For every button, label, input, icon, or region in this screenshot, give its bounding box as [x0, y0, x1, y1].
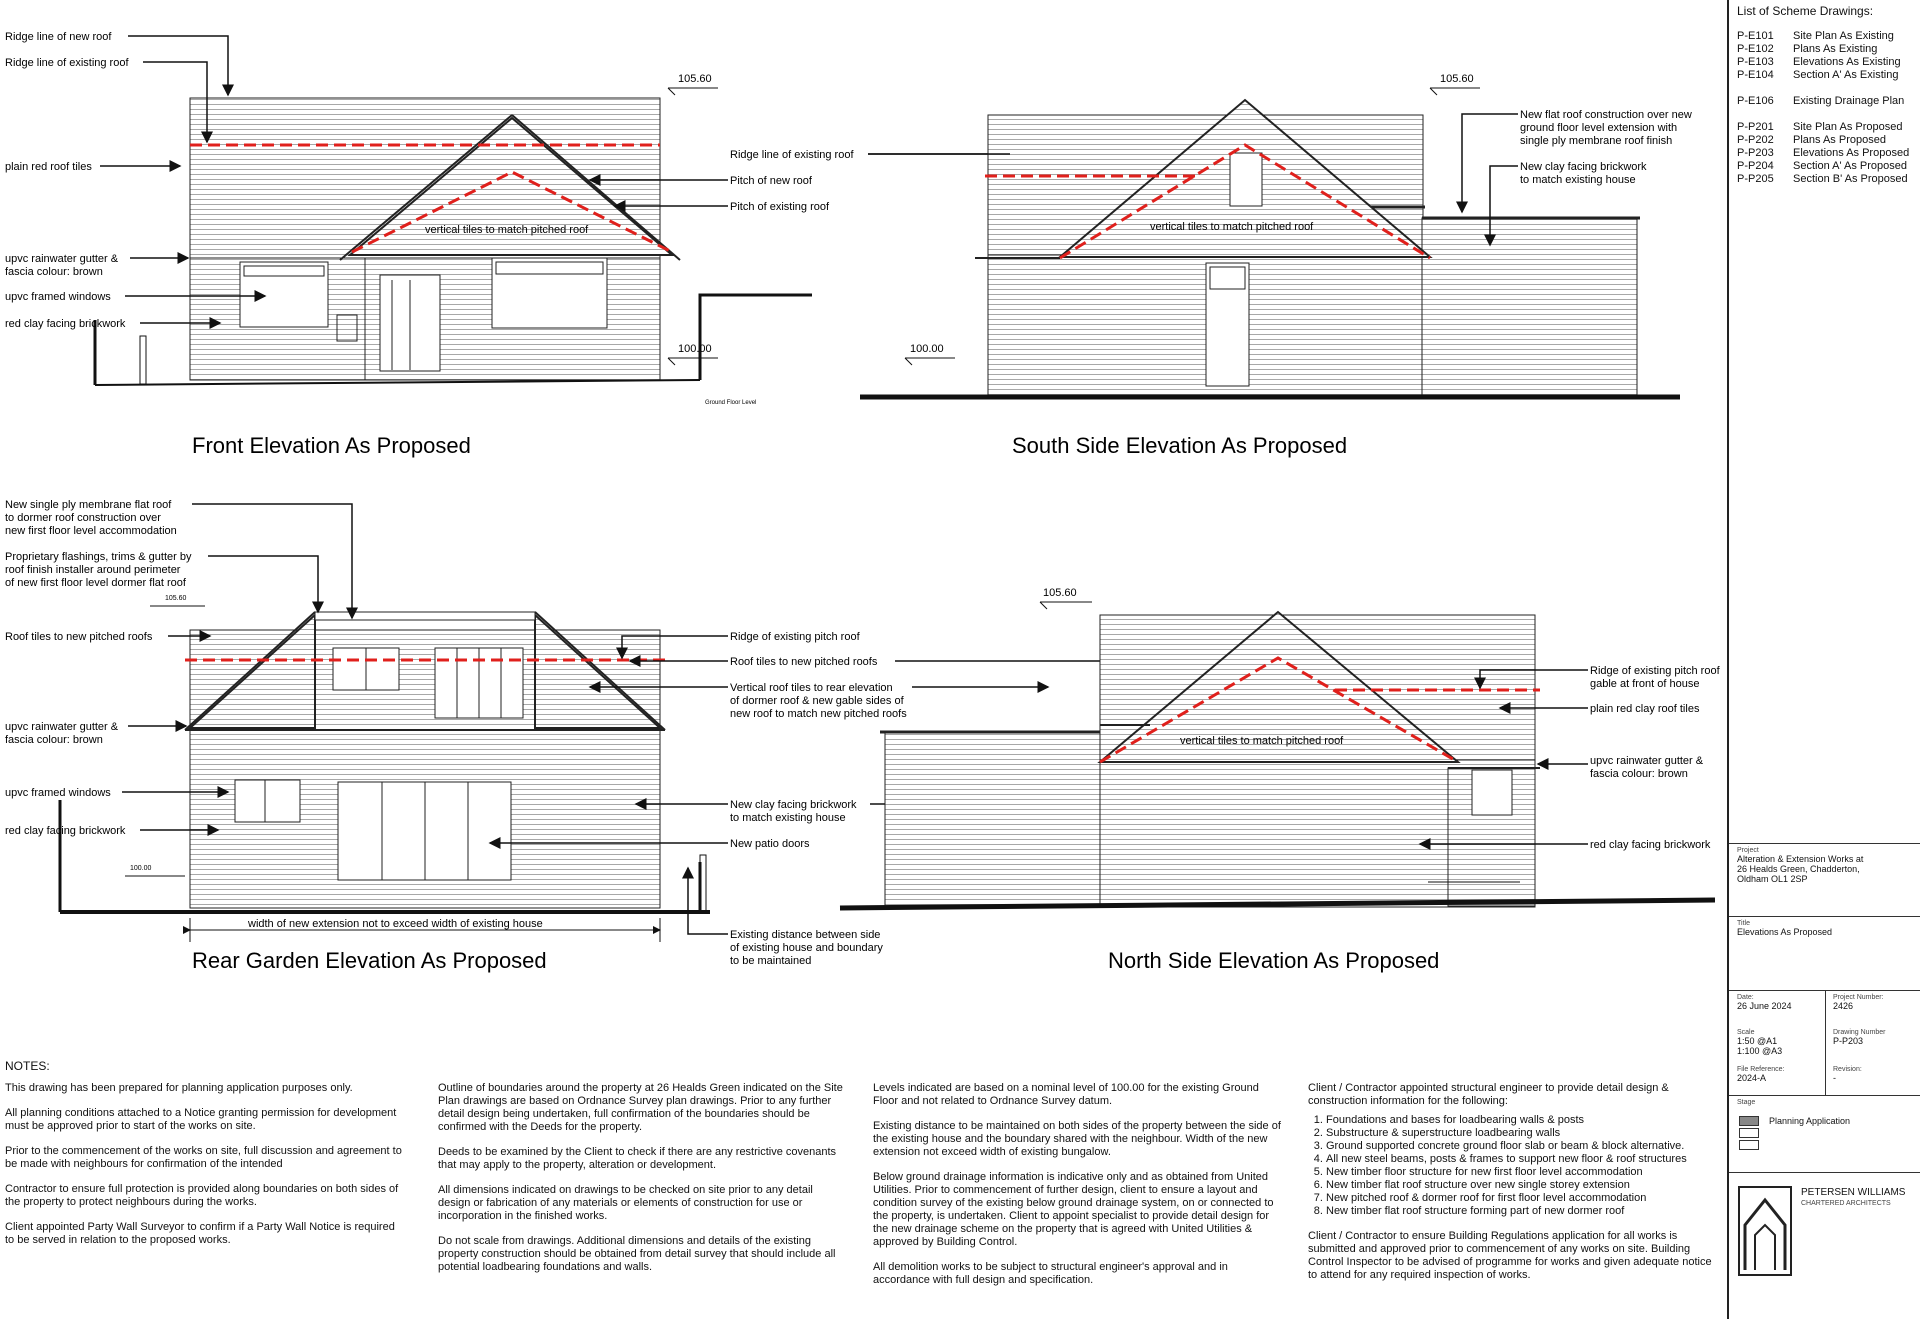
schedule-row — [1737, 147, 1920, 160]
north-note-4: fascia colour: brown — [1590, 768, 1688, 780]
title-box — [1729, 916, 1920, 991]
rear-level-top: 105.60 — [165, 595, 187, 602]
rear-mnote-8: Existing distance between side — [730, 929, 881, 941]
south-level-bottom: 100.00 — [910, 343, 944, 355]
title-block-sidebar — [1727, 0, 1920, 1319]
drawing-number-value: P-P203 — [1833, 1036, 1864, 1046]
rear-lnote-10: red clay facing brickwork — [5, 825, 126, 837]
note-text: Deeds to be examined by the Client to check if there are any restrictive covenants that may apply to the property, alteration or development. — [438, 1146, 837, 1171]
schedule-row — [1737, 30, 1920, 43]
front-rnote-2: Pitch of existing roof — [730, 201, 830, 213]
info-grid — [1729, 990, 1920, 1096]
rear-lnote-0: New single ply membrane flat roof — [5, 499, 172, 511]
schedule-row — [1737, 173, 1920, 186]
rear-mnote-5: New clay facing brickwork — [730, 799, 857, 811]
scale-value: 1:100 @A3 — [1737, 1046, 1783, 1056]
rear-mnote-3: of dormer roof & new gable sides of — [730, 695, 904, 707]
drawing-code: P-E101 — [1737, 30, 1774, 42]
list-item: 5. New timber floor structure for new first floor level accommodation — [1326, 1166, 1718, 1179]
rear-mnote-4: new roof to match new pitched roofs — [730, 708, 907, 720]
project-box — [1729, 843, 1920, 914]
schedule-row — [1737, 134, 1920, 147]
list-item: 8. New timber flat roof structure forming part of new dormer roof — [1326, 1205, 1718, 1218]
list-item: 3. Ground supported concrete ground floor slab or beam & block alternative. — [1326, 1140, 1718, 1153]
north-level-top: 105.60 — [1043, 587, 1077, 599]
rear-lnote-6: Roof tiles to new pitched roofs — [5, 631, 153, 643]
drawing-number-cell — [1833, 1029, 1886, 1046]
firm-box — [1729, 1172, 1920, 1320]
stage-value: Planning Application — [1769, 1116, 1851, 1126]
note-text: All dimensions indicated on drawings to be checked on site prior to any detail design or fabrication of any materials or elements of construction for use or incorporation in the finished works. — [438, 1184, 813, 1222]
schedule-row — [1737, 160, 1920, 173]
drawing-code: P-E106 — [1737, 95, 1774, 107]
list-item: 6. New timber flat roof structure over new single storey extension — [1326, 1179, 1718, 1192]
stage-key-empty — [1739, 1140, 1759, 1150]
project-line: Alteration & Extension Works at — [1737, 854, 1864, 864]
drawing-code: P-P201 — [1737, 121, 1774, 133]
rear-lnote-7: upvc rainwater gutter & — [5, 721, 119, 733]
schedule-row — [1737, 121, 1920, 134]
south-inner-label: vertical tiles to match pitched roof — [1150, 221, 1314, 233]
drawing-name: Elevations As Existing — [1793, 56, 1901, 68]
north-note-5: red clay facing brickwork — [1590, 839, 1711, 851]
notes-col-3 — [873, 1082, 1283, 1299]
north-note-2: plain red clay roof tiles — [1590, 703, 1700, 715]
note-text: Existing distance to be maintained on both sides of the property between the side of the existing house and the boundary shared with the neighbour. Width of the new extension not exceed width of existing bungalow. — [873, 1120, 1281, 1158]
revision-value: - — [1833, 1073, 1836, 1083]
front-note-2: plain red roof tiles — [5, 161, 92, 173]
note-text: Contractor to ensure full protection is provided along boundaries on both sides of the property to protect neighbours during the works. — [5, 1183, 399, 1208]
stage-key-filled — [1739, 1116, 1759, 1126]
note-text: Levels indicated are based on a nominal level of 100.00 for the existing Ground Floor and not related to Ordnance Survey datum. — [873, 1082, 1259, 1107]
rear-lnote-9: upvc framed windows — [5, 787, 111, 799]
scale-label: Scale — [1737, 1029, 1755, 1036]
front-inner-label: vertical tiles to match pitched roof — [425, 224, 589, 236]
file-ref-value: 2024-A — [1737, 1073, 1767, 1083]
drawing-name: Plans As Existing — [1793, 43, 1878, 55]
project-number-value: 2426 — [1833, 1001, 1854, 1011]
firm-name: PETERSEN WILLIAMS — [1801, 1187, 1906, 1198]
note-text: Prior to the commencement of the works on site, full discussion and agreement to be made with neighbours for confirmation of the intended — [5, 1145, 402, 1170]
south-note-1: ground floor level extension with — [1520, 122, 1678, 134]
front-note-1: Ridge line of existing roof — [5, 57, 129, 69]
note-text: All demolition works to be subject to structural engineer's approval and in accordance with full design and specification. — [873, 1261, 1228, 1286]
note-text: This drawing has been prepared for planning application purposes only. — [5, 1082, 353, 1094]
stage-key-empty — [1739, 1128, 1759, 1138]
scale-value: 1:50 @A1 — [1737, 1036, 1778, 1046]
firm-logo-icon — [1737, 1185, 1793, 1277]
rear-mnote-2: Vertical roof tiles to rear elevation — [730, 682, 893, 694]
project-number-cell — [1833, 994, 1884, 1011]
drawing-name: Section A' As Proposed — [1793, 160, 1908, 172]
date-label: Date: — [1737, 994, 1754, 1001]
stage-box — [1729, 1095, 1920, 1171]
drawing-code: P-E102 — [1737, 43, 1774, 55]
drawing-name: Site Plan As Existing — [1793, 30, 1894, 42]
rear-lnote-2: new first floor level accommodation — [5, 525, 177, 537]
firm-subtitle: CHARTERED ARCHITECTS — [1801, 1200, 1891, 1207]
schedule-row — [1737, 56, 1920, 69]
rear-title: Rear Garden Elevation As Proposed — [192, 948, 547, 973]
notes-heading: NOTES: — [5, 1059, 50, 1073]
project-line: 26 Healds Green, Chadderton, — [1737, 864, 1860, 874]
note-text: Client / Contractor to ensure Building Regulations application for all works is submitted and approved prior to commencement of any works on site. Building Control Inspector to be advised of programme for works and given adequate notice to attend for any required inspection of works. — [1308, 1230, 1712, 1281]
list-item: 1. Foundations and bases for loadbearing walls & posts — [1326, 1114, 1718, 1127]
schedule-row — [1737, 69, 1920, 82]
front-note-5: upvc framed windows — [5, 291, 111, 303]
stage-label: Stage — [1737, 1099, 1756, 1106]
note-text: Client appointed Party Wall Surveyor to confirm if a Party Wall Notice is required to be served in relation to the proposed works. — [5, 1221, 395, 1246]
drawing-name: Site Plan As Proposed — [1793, 121, 1903, 133]
rear-mnote-0: Ridge of existing pitch roof — [730, 631, 860, 643]
notes-col-1 — [5, 1082, 405, 1259]
south-note-3: New clay facing brickwork — [1520, 161, 1647, 173]
front-rnote-1: Pitch of new roof — [730, 175, 812, 187]
note-text: Below ground drainage information is indicative only and as obtained from United Utilities. Prior to commencement of further design, client to ensure a layout and condition survey of the existing below ground drainage system, on or connected to the property, is undertaken. Client to appoint specialist to provide detail design for the new drainage scheme on the property that is agreed with United Utilities & approved by Building Control. — [873, 1171, 1274, 1248]
front-title: Front Elevation As Proposed — [192, 433, 471, 458]
front-rnote-0: Ridge line of existing roof — [730, 149, 854, 161]
north-note-0: Ridge of existing pitch roof — [1590, 665, 1720, 677]
schedule-row — [1737, 43, 1920, 56]
structural-list — [1308, 1114, 1718, 1218]
north-elevation — [840, 587, 1721, 973]
south-note-0: New flat roof construction over new — [1520, 109, 1692, 121]
list-item: 4. All new steel beams, posts & frames to support new floor & roof structures — [1326, 1153, 1718, 1166]
revision-cell — [1833, 1066, 1862, 1083]
schedule-row — [1737, 95, 1920, 108]
rear-level-bottom: 100.00 — [130, 865, 152, 872]
drawing-code: P-P205 — [1737, 173, 1774, 185]
file-ref-label: File Reference: — [1737, 1066, 1785, 1073]
project-line: Oldham OL1 2SP — [1737, 874, 1808, 884]
rear-mnote-6: to match existing house — [730, 812, 846, 824]
drawing-title: Elevations As Proposed — [1737, 927, 1833, 937]
date-cell — [1737, 994, 1792, 1011]
front-note-6: red clay facing brickwork — [5, 318, 126, 330]
drawing-name: Elevations As Proposed — [1793, 147, 1910, 159]
drawing-name: Existing Drainage Plan — [1793, 95, 1905, 107]
rear-width-note: width of new extension not to exceed width of existing house — [248, 918, 543, 930]
front-note-4: fascia colour: brown — [5, 266, 103, 278]
front-level-bottom: 100.00 — [678, 343, 712, 355]
rear-lnote-5: of new first floor level dormer flat roof — [5, 577, 186, 589]
rear-lnote-8: fascia colour: brown — [5, 734, 103, 746]
drawing-code: P-P204 — [1737, 160, 1774, 172]
drawing-name: Section B' As Proposed — [1793, 173, 1908, 185]
front-level-top: 105.60 — [678, 73, 712, 85]
front-note-0: Ridge line of new roof — [5, 31, 112, 43]
notes-section — [0, 1052, 1720, 1307]
list-item: 2. Substructure & superstructure loadbearing walls — [1326, 1127, 1718, 1140]
note-text: Outline of boundaries around the property at 26 Healds Green indicated on the Site Plan drawings are based on Ordnance Survey plan drawings. Prior to any further detail design being undertaken, full confirmation of the boundaries should be confirmed with the Deeds for the property. — [438, 1082, 843, 1133]
project-label: Project — [1737, 847, 1759, 854]
list-item: 7. New pitched roof & dormer roof for first floor level accommodation — [1326, 1192, 1718, 1205]
rear-lnote-3: Proprietary flashings, trims & gutter by — [5, 551, 192, 563]
drawing-code: P-P203 — [1737, 147, 1774, 159]
rear-mnote-1: Roof tiles to new pitched roofs — [730, 656, 878, 668]
title-label: Title — [1737, 920, 1750, 927]
note-text: Do not scale from drawings. Additional dimensions and details of the existing property construction should be obtained from detail survey that should include all potential loadbearing foundations and walls. — [438, 1235, 836, 1273]
drawing-code: P-E103 — [1737, 56, 1774, 68]
rear-mnote-9: of existing house and boundary — [730, 942, 883, 954]
drawing-schedule — [1737, 30, 1920, 186]
south-title: South Side Elevation As Proposed — [1012, 433, 1348, 458]
drawing-code: P-E104 — [1737, 69, 1774, 81]
north-title: North Side Elevation As Proposed — [1108, 948, 1440, 973]
south-note-2: single ply membrane roof finish — [1520, 135, 1673, 147]
front-note-3: upvc rainwater gutter & — [5, 253, 119, 265]
rear-lnote-4: roof finish installer around perimeter — [5, 564, 181, 576]
rear-mnote-7: New patio doors — [730, 838, 810, 850]
rear-lnote-1: to dormer roof construction over — [5, 512, 161, 524]
drawing-code: P-P202 — [1737, 134, 1774, 146]
front-ground-label: Ground Floor Level — [705, 400, 757, 406]
north-inner-label: vertical tiles to match pitched roof — [1180, 735, 1344, 747]
south-level-top: 105.60 — [1440, 73, 1474, 85]
drawing-number-label: Drawing Number — [1833, 1029, 1886, 1036]
note-text: Client / Contractor appointed structural engineer to provide detail design & construction information for the following: — [1308, 1082, 1669, 1107]
scale-cell — [1737, 1029, 1782, 1056]
project-number-label: Project Number: — [1833, 994, 1884, 1001]
south-elevation — [860, 73, 1692, 458]
north-note-3: upvc rainwater gutter & — [1590, 755, 1704, 767]
schedule-title: List of Scheme Drawings: — [1737, 4, 1874, 18]
rear-mnote-10: to be maintained — [730, 955, 812, 967]
front-elevation — [5, 31, 1010, 458]
notes-col-2 — [438, 1082, 848, 1286]
revision-label: Revision: — [1833, 1066, 1862, 1073]
notes-col-4 — [1308, 1082, 1718, 1294]
south-note-4: to match existing house — [1520, 174, 1636, 186]
date-value: 26 June 2024 — [1737, 1001, 1792, 1011]
note-text: All planning conditions attached to a Notice granting permission for development must be approved prior to start of the works on site. — [5, 1107, 397, 1132]
file-ref-cell — [1737, 1066, 1784, 1083]
drawing-name: Section A' As Existing — [1793, 69, 1899, 81]
north-note-1: gable at front of house — [1590, 678, 1700, 690]
drawing-name: Plans As Proposed — [1793, 134, 1886, 146]
